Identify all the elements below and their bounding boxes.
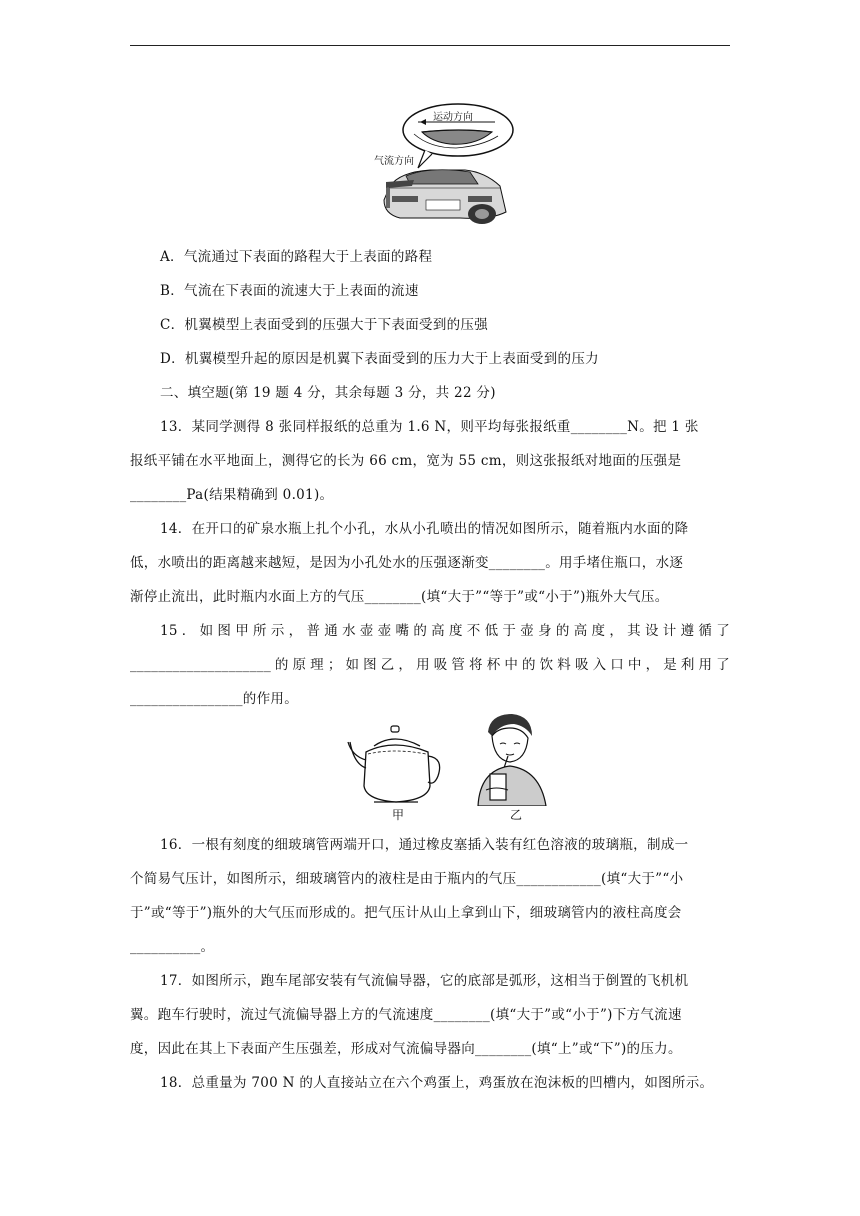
q17-line-2: 翼。跑车行驶时，流过气流偏导器上方的气流速度________(填“大于”或“小于”)下方气流速 (130, 1007, 682, 1023)
q15-line-2: ____________________的原理；如图乙，用吸管将杯中的饮料吸入口中，是利用了 (130, 657, 730, 673)
q13-line-2: 报纸平铺在水平地面上，测得它的长为 66 cm，宽为 55 cm，则这张报纸对地面的压强是 (130, 453, 682, 469)
q13-line-1: 13．某同学测得 8 张同样报纸的总重为 1.6 N，则平均每张报纸重________N。把 1 张 (160, 419, 699, 435)
option-c: C．机翼模型上表面受到的压强大于下表面受到的压强 (160, 317, 489, 333)
q16-line-1: 16．一根有刻度的细玻璃管两端开口，通过橡皮塞插入装有红色溶液的玻璃瓶，制成一 (160, 837, 689, 853)
motion-direction-label: 运动方向 (433, 112, 473, 123)
car-spoiler-figure (370, 100, 520, 232)
q16-line-3: 于”或“等于”)瓶外的大气压而形成的。把气压计从山上拿到山下，细玻璃管内的液柱高度会 (130, 905, 682, 921)
header-rule (130, 45, 730, 46)
q16-line-2: 个简易气压计，如图所示，细玻璃管内的液柱是由于瓶内的气压____________(填“大于”“小 (130, 871, 684, 887)
q15-line-1: 15．如图甲所示，普通水壶壶嘴的高度不低于壶身的高度，其设计遵循了 (160, 623, 730, 639)
option-b: B．气流在下表面的流速大于上表面的流速 (160, 283, 419, 299)
q18-line-1: 18．总重量为 700 N 的人直接站立在六个鸡蛋上，鸡蛋放在泡沫板的凹槽内，如图所示。 (160, 1075, 714, 1091)
q17-line-1: 17．如图所示，跑车尾部安装有气流偏导器，它的底部是弧形，这相当于倒置的飞机机 (160, 973, 689, 989)
q15-line-3: ________________的作用。 (130, 691, 298, 707)
q16-line-4: __________。 (130, 939, 215, 955)
q14-line-2: 低，水喷出的距离越来越短，是因为小孔处水的压强逐渐变________。用手堵住瓶口，水逐 (130, 555, 684, 571)
q14-line-1: 14．在开口的矿泉水瓶上扎个小孔，水从小孔喷出的情况如图所示，随着瓶内水面的降 (160, 521, 689, 537)
q13-line-3: ________Pa(结果精确到 0.01)。 (130, 487, 334, 503)
teapot-illustration (344, 716, 444, 806)
teapot-caption: 甲 (392, 808, 405, 822)
option-d: D．机翼模型升起的原因是机翼下表面受到的压力大于上表面受到的压力 (160, 351, 599, 367)
section-heading: 二、填空题(第 19 题 4 分，其余每题 3 分，共 22 分) (160, 385, 496, 401)
q17-line-3: 度，因此在其上下表面产生压强差，形成对气流偏导器向________(填“上”或“下”)的压力。 (130, 1041, 682, 1057)
teapot-figure (344, 716, 444, 820)
option-a: A．气流通过下表面的路程大于上表面的路程 (160, 249, 433, 265)
q14-line-3: 渐停止流出，此时瓶内水面上方的气压________(填“大于”“等于”或“小于”)瓶外大气压。 (130, 589, 669, 605)
airflow-direction-label: 气流方向 (374, 156, 414, 167)
drinking-straw-illustration (470, 710, 550, 806)
straw-caption: 乙 (510, 808, 523, 822)
straw-figure (470, 710, 550, 820)
